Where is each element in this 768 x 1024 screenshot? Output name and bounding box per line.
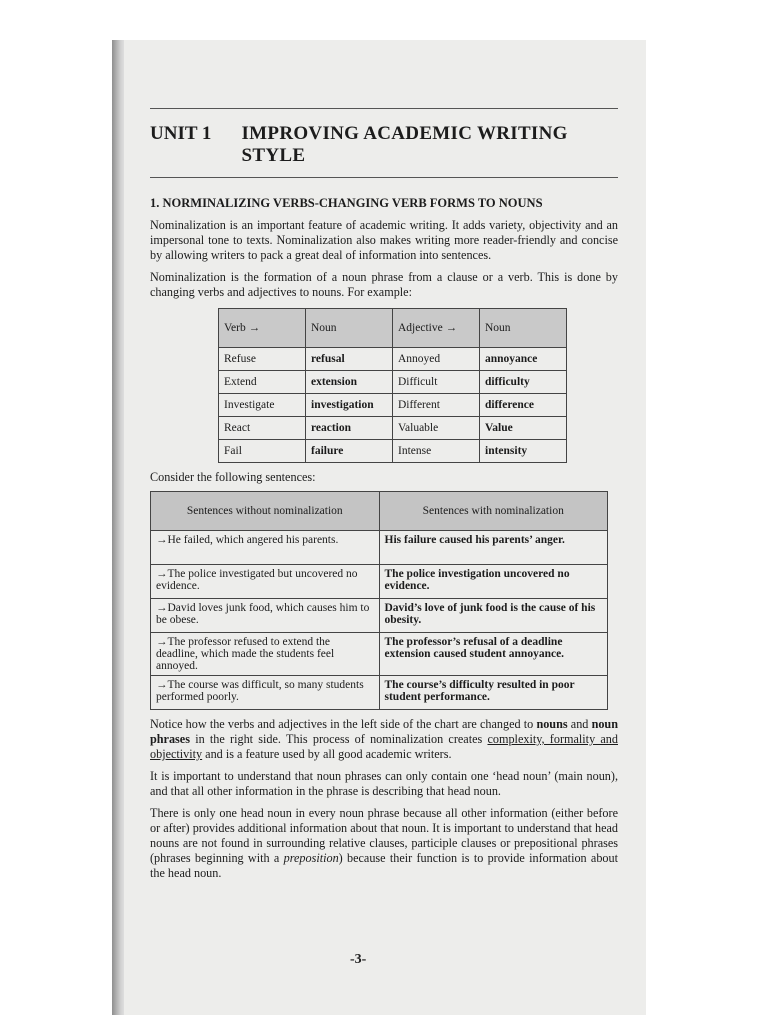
table-cell: The police investigation uncovered no evidence. <box>379 565 608 599</box>
definition-paragraph: Nominalization is the formation of a noun phrase from a clause or a verb. This is done by changing verbs and adjectives to nouns. For example: <box>150 270 618 299</box>
table-cell: reaction <box>306 417 393 440</box>
table-cell: →He failed, which angered his parents. <box>151 531 380 565</box>
table-row <box>219 371 567 394</box>
table-cell: extension <box>306 371 393 394</box>
table-row <box>219 417 567 440</box>
paragraph-italic: preposition <box>283 851 339 865</box>
table-header: Sentences without nominalization <box>151 492 380 531</box>
consider-line: Consider the following sentences: <box>150 470 316 484</box>
table-cell: →The professor refused to extend the deadline, which made the students feel annoyed. <box>151 633 380 676</box>
table-row <box>151 633 608 676</box>
top-rule <box>150 108 618 109</box>
notice-bold-nouns: nouns <box>536 717 568 731</box>
table-header-row <box>219 309 567 348</box>
table-cell: The course’s difficulty resulted in poor student performance. <box>379 676 608 710</box>
unit-label: UNIT 1 <box>150 123 212 144</box>
verb-noun-forms-table <box>218 308 567 463</box>
paragraph-text: ) because their function is to provide information about the head noun. <box>150 851 619 880</box>
table-cell: Intense <box>393 440 480 463</box>
paragraph-text: There is only one head noun in every noun phrase because all other information (either before or after) provides additional information about that noun. It is important to understand that head nouns are not found in surrounding relative clauses, participle clauses or prepositional phrases (phrases beginning with a <box>150 806 618 865</box>
table-cell: React <box>219 417 306 440</box>
table-row <box>151 565 608 599</box>
table-cell: Annoyed <box>393 348 480 371</box>
table-row <box>151 676 608 710</box>
table-cell: Different <box>393 394 480 417</box>
table-cell: →David loves junk food, which causes him to be obese. <box>151 599 380 633</box>
table-cell: Investigate <box>219 394 306 417</box>
table-cell: difficulty <box>480 371 567 394</box>
table-cell: Fail <box>219 440 306 463</box>
table-row <box>219 440 567 463</box>
table-row <box>151 531 608 565</box>
page-number: -3- <box>350 952 367 967</box>
unit-header <box>150 123 618 167</box>
title-rule <box>150 177 618 178</box>
table-cell: failure <box>306 440 393 463</box>
one-head-noun-paragraph <box>150 806 618 881</box>
table-cell: The professor’s refusal of a deadline extension caused student annoyance. <box>379 633 608 676</box>
table-cell: →The police investigated but uncovered no evidence. <box>151 565 380 599</box>
table-header: Noun <box>480 309 567 348</box>
table-cell: Difficult <box>393 371 480 394</box>
notice-paragraph <box>150 717 618 762</box>
notice-underlined: complexity, formality and objectivity <box>150 732 618 761</box>
notice-bold-noun-phrases: noun phrases <box>150 717 618 746</box>
table-cell: refusal <box>306 348 393 371</box>
table-header: Sentences with nominalization <box>379 492 608 531</box>
table-header-row <box>151 492 608 531</box>
table-cell: Refuse <box>219 348 306 371</box>
table-cell: Value <box>480 417 567 440</box>
table-row <box>219 394 567 417</box>
notice-text: and <box>567 717 592 731</box>
table-cell: intensity <box>480 440 567 463</box>
notice-text: and is a feature used by all good academic writers. <box>202 747 452 761</box>
table-cell: Valuable <box>393 417 480 440</box>
table-cell: →The course was difficult, so many students performed poorly. <box>151 676 380 710</box>
table-header: Verb → <box>219 309 306 348</box>
notice-text: in the right side. This process of nominalization creates <box>189 732 488 746</box>
table-cell: David’s love of junk food is the cause of his obesity. <box>379 599 608 633</box>
table-row <box>151 599 608 633</box>
table-cell: annoyance <box>480 348 567 371</box>
table-cell: investigation <box>306 394 393 417</box>
table-cell: difference <box>480 394 567 417</box>
sentences-table <box>150 491 608 710</box>
table-header: Noun <box>306 309 393 348</box>
table-header: Adjective → <box>393 309 480 348</box>
section-heading: 1. NORMINALIZING VERBS-CHANGING VERB FORMS TO NOUNS <box>150 196 543 210</box>
unit-title: IMPROVING ACADEMIC WRITING STYLE <box>241 123 568 166</box>
notice-text: Notice how the verbs and adjectives in the left side of the chart are changed to <box>150 717 537 731</box>
page-content <box>150 108 618 881</box>
head-noun-paragraph: It is important to understand that noun phrases can only contain one ‘head noun’ (main noun), and that all other information in the phrase is describing that head noun. <box>150 769 618 798</box>
table-cell: His failure caused his parents’ anger. <box>379 531 608 565</box>
intro-paragraph: Nominalization is an important feature of academic writing. It adds variety, objectivity and an impersonal tone to texts. Nominalization also makes writing more reader-friendly and concise by allowing writers to pack a great deal of information into sentences. <box>150 218 618 262</box>
table-cell: Extend <box>219 371 306 394</box>
table-row <box>219 348 567 371</box>
